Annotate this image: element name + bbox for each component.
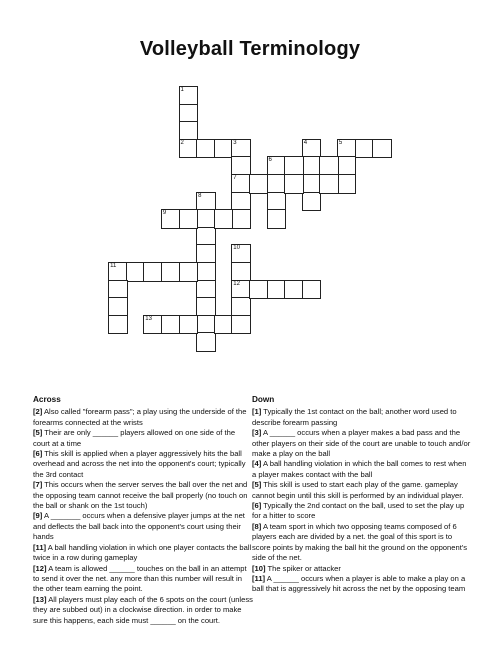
down-clue-list (252, 407, 472, 594)
grid-cell[interactable] (267, 209, 287, 229)
clue-item (252, 459, 472, 480)
clue-item (33, 407, 253, 428)
clue-number: [9] (33, 511, 43, 521)
cell-number: 8 (198, 192, 202, 199)
clue-number: [11] (33, 542, 47, 552)
clue-text: A ______ occurs when a player is able to make a play on a ball that is aggressively hit across the net by the opposing team (252, 573, 466, 594)
cell-number: 3 (233, 139, 237, 146)
cell-number: 9 (162, 210, 167, 217)
cell-number: 7 (233, 175, 237, 181)
grid-cell[interactable] (214, 209, 234, 229)
clue-text: A team sport in which two opposing teams composed of 6 players each are divided by a net. the goal of this sport is to score points by making the ball hit the ground on the opponent's side of the net. (252, 521, 468, 563)
clue-item (33, 428, 253, 449)
down-clues (252, 395, 472, 595)
clue-item (252, 407, 472, 428)
grid-cell[interactable] (179, 262, 199, 282)
cell-number: 12 (233, 280, 240, 287)
across-clue-list (33, 407, 253, 626)
grid-cell[interactable] (179, 315, 199, 335)
clue-item (252, 428, 472, 459)
grid-cell[interactable] (108, 315, 128, 335)
clue-number: [12] (33, 563, 47, 573)
clue-text: Typically the 2nd contact on the ball, used to set the play up for a hitter to score (252, 501, 465, 521)
cell-number: 6 (268, 157, 272, 164)
clue-number: [6] (252, 501, 262, 511)
clue-item (33, 480, 253, 511)
clue-number: [1] (252, 407, 262, 417)
clue-text: This skill is applied when a player aggressively hits the ball overhead and across the net into the opponent's court; typically the 3rd contact (33, 449, 246, 479)
clue-text: A ball handling violation in which the ball comes to rest when a player makes contact with the ball (252, 459, 467, 479)
clue-item (252, 522, 472, 564)
cell-number: 1 (180, 87, 184, 93)
across-clues (33, 395, 253, 626)
clue-text: A _______ occurs when a defensive player jumps at the net and deflects the ball back into the opponent's court using their hands (33, 511, 245, 542)
clue-number: [13] (33, 594, 47, 604)
clue-item (33, 449, 253, 480)
clue-item (33, 595, 253, 626)
clue-number: [3] (252, 428, 262, 438)
page-title: Volleyball Terminology (139, 38, 361, 60)
cell-number: 10 (233, 245, 240, 252)
grid-cell[interactable] (337, 174, 357, 194)
clue-text: This skill is used to start each play of the game. gameplay cannot begin until this skill is performed by an individual player. (252, 480, 464, 500)
across-heading: Across (33, 395, 61, 404)
clue-number: [6] (33, 449, 43, 459)
clue-item (33, 543, 253, 564)
clue-text: Also called "forearm pass"; a play using the underside of the forearms connected at the wrists (33, 407, 247, 427)
grid-cell[interactable] (284, 174, 304, 194)
grid-cell[interactable] (179, 209, 199, 229)
clue-text: Typically the 1st contact on the ball; another word used to describe forearm passing (252, 407, 457, 427)
clue-text: All players must play each of the 6 spots on the court (unless they are subbed out) in a clockwise direction. in order to make sure this happens, each side must ______ on the court. (33, 594, 253, 625)
grid-cell[interactable] (372, 139, 392, 159)
clue-number: [8] (252, 521, 262, 531)
grid-cell[interactable] (319, 174, 339, 194)
clue-item (252, 480, 472, 501)
clue-text: This occurs when the server serves the ball over the net and the opposing team cannot receive the ball properly (no touch on the ball or shank on the 1st touch) (33, 480, 248, 511)
cell-number: 2 (180, 139, 184, 146)
clue-text: A ball handling violation in which one player contacts the ball twice in a row during gameplay (33, 542, 252, 563)
clue-number: [7] (33, 480, 43, 490)
cell-number: 5 (338, 139, 343, 146)
clue-number: [4] (252, 459, 262, 469)
cell-number: 11 (110, 263, 117, 269)
clue-item (252, 574, 472, 595)
clue-number: [5] (252, 480, 262, 490)
clue-number: [5] (33, 428, 43, 438)
clue-item (33, 511, 253, 542)
clue-text: A team is allowed ______ touches on the ball in an attempt to send it over the net. any more than this number will result in the other team earning the point. (33, 563, 247, 594)
clue-number: [11] (252, 573, 266, 583)
clue-item (252, 501, 472, 522)
grid-cell[interactable] (196, 332, 216, 352)
grid-cell[interactable] (231, 209, 251, 229)
clue-text: The spiker or attacker (265, 563, 341, 573)
clue-text: A ______ occurs when a player makes a bad pass and the other players on their side of the court are unable to touch and/or make a play on the ball (252, 428, 471, 459)
clue-text: Their are only ______ players allowed on one side of the court at a time (33, 428, 236, 448)
clue-number: [2] (33, 407, 43, 417)
grid-cell[interactable] (302, 192, 322, 212)
cell-number: 13 (145, 315, 152, 322)
clue-number: [10] (252, 563, 266, 573)
clue-item (252, 564, 472, 574)
grid-cell[interactable] (302, 280, 322, 300)
cell-number: 4 (303, 139, 308, 146)
down-heading: Down (252, 395, 275, 404)
grid-cell[interactable] (249, 174, 269, 194)
clue-item (33, 564, 253, 595)
grid-cell[interactable] (231, 315, 251, 335)
